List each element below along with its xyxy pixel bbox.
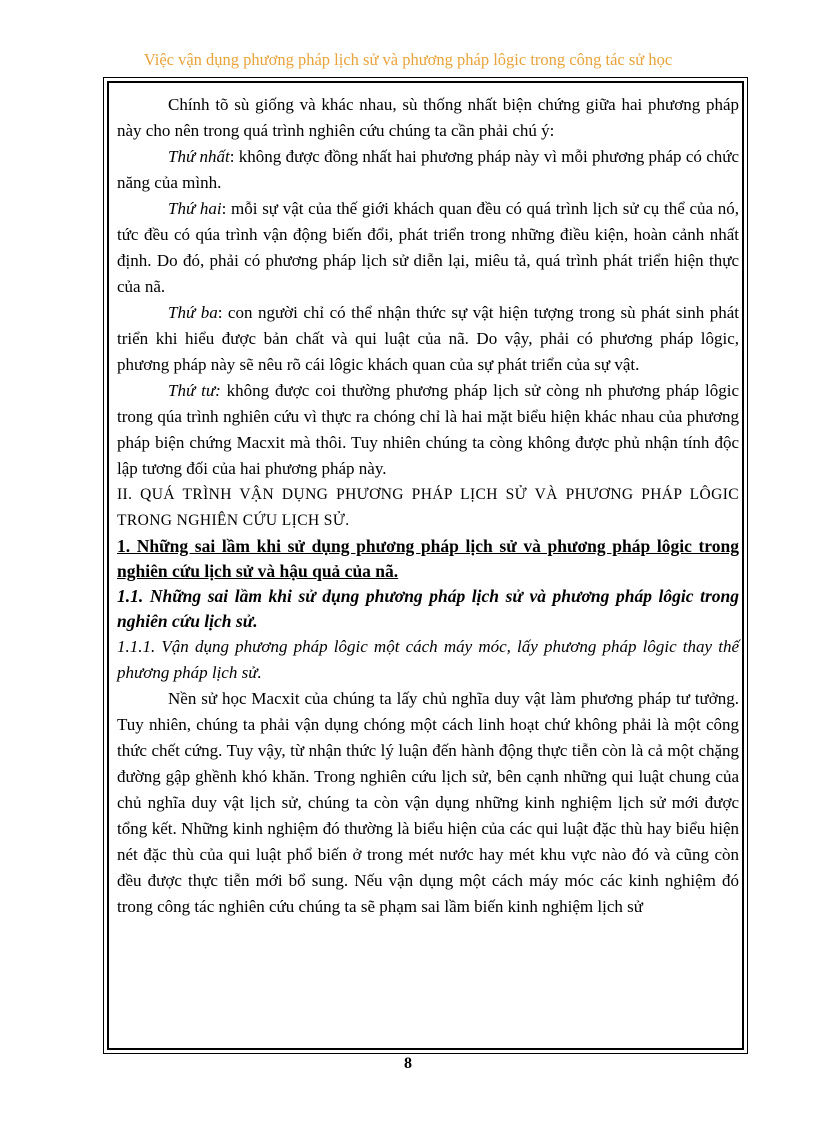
paragraph-body: Nền sử học Macxit của chúng ta lấy chủ nghĩa duy vật làm phương pháp tư tưởng. Tuy nhiên, chúng ta phải vận dụng chóng một cách linh hoạt chứ không phải là một công thức chết cứng. Tuy vậy, từ nhận thức lý luận đến hành động thực tiễn còn là cả một chặng đường gập ghềnh khó khăn. Trong nghiên cứu lịch sử, bên cạnh những qui luật chung của chủ nghĩa duy vật lịch sử, chúng ta còn vận dụng những kinh nghiệm lịch sử mới được tổng kết. Những kinh nghiệm đó thường là biểu hiện của các qui luật đặc thù hay biểu hiện nét đặc thù của qui luật phổ biến ở trong mét nước hay mét khu vực nào đó và cũng còn đều được thực tiễn mới bổ sung. Nếu vận dụng một cách máy móc các kinh nghiệm đó trong công tác nghiên cứu chúng ta sẽ phạm sai lầm biến kinh nghiệm lịch sử xyxy=(117,689,739,916)
label-fourth: Thứ tư: xyxy=(168,381,221,400)
text-third: : con người chỉ có thể nhận thức sự vật hiện tượng trong sù phát sinh phát triển khi hiểu được bản chất và qui luật của nã. Do vậy, phải có phương pháp lôgic, phương pháp này sẽ nêu rõ cái lôgic khách quan của sự phát triển của sự vật. xyxy=(117,303,739,374)
paragraph-intro: Chính tõ sù giống và khác nhau, sù thống nhất biện chứng giữa hai phương pháp này cho nên trong quá trình nghiên cứu chúng ta cần phải chú ý: xyxy=(117,95,739,140)
label-first: Thứ nhất xyxy=(168,147,230,166)
label-third: Thứ ba xyxy=(168,303,218,322)
text-first: : không được đồng nhất hai phương pháp này vì mỗi phương pháp có chức năng của mình. xyxy=(117,147,739,192)
label-second: Thứ hai xyxy=(168,199,222,218)
heading-1: 1. Những sai lầm khi sử dụng phương pháp lịch sử và phương pháp lôgic trong nghiên cứu lịch sử và hậu quả của nã. xyxy=(117,536,739,581)
paragraph-third xyxy=(117,300,739,378)
paragraph-second xyxy=(117,196,739,300)
page-content xyxy=(117,92,739,920)
paragraph-fourth xyxy=(117,378,739,482)
heading-1-1: 1.1. Những sai lầm khi sử dụng phương pháp lịch sử và phương pháp lôgic trong nghiên cứu lịch sử. xyxy=(117,586,739,631)
paragraph-first xyxy=(117,144,739,196)
text-second: : mỗi sự vật của thế giới khách quan đều có quá trình lịch sử cụ thể của nó, tức đều có qúa trình vận động biến đổi, phát triển trong những điều kiện, hoàn cảnh nhất định. Do đó, phải có phương pháp lịch sử diễn lại, miêu tả, quá trình phát triển hiện thực của nã. xyxy=(117,199,739,296)
running-header: Việc vận dụng phương pháp lịch sử và phương pháp lôgic trong công tác sử học xyxy=(143,50,673,69)
heading-1-1-1: 1.1.1. Vận dụng phương pháp lôgic một cách máy móc, lấy phương pháp lôgic thay thế phương pháp lịch sử. xyxy=(117,637,739,682)
text-fourth: không được coi thường phương pháp lịch sử còng nh phương pháp lôgic trong qúa trình nghiên cứu vì thực ra chóng chỉ là hai mặt biểu hiện khác nhau của phương pháp biện chứng Macxit mà thôi. Tuy nhiên chúng ta còng không được phủ nhận tính độc lập tương đối của hai phương pháp này. xyxy=(117,381,739,478)
section-heading-2: II. QUÁ TRÌNH VẬN DỤNG PHƯƠNG PHÁP LỊCH SỬ VÀ PHƯƠNG PHÁP LÔGIC TRONG NGHIÊN CỨU LỊCH SỬ. xyxy=(117,486,739,529)
page-number: 8 xyxy=(404,1055,412,1072)
